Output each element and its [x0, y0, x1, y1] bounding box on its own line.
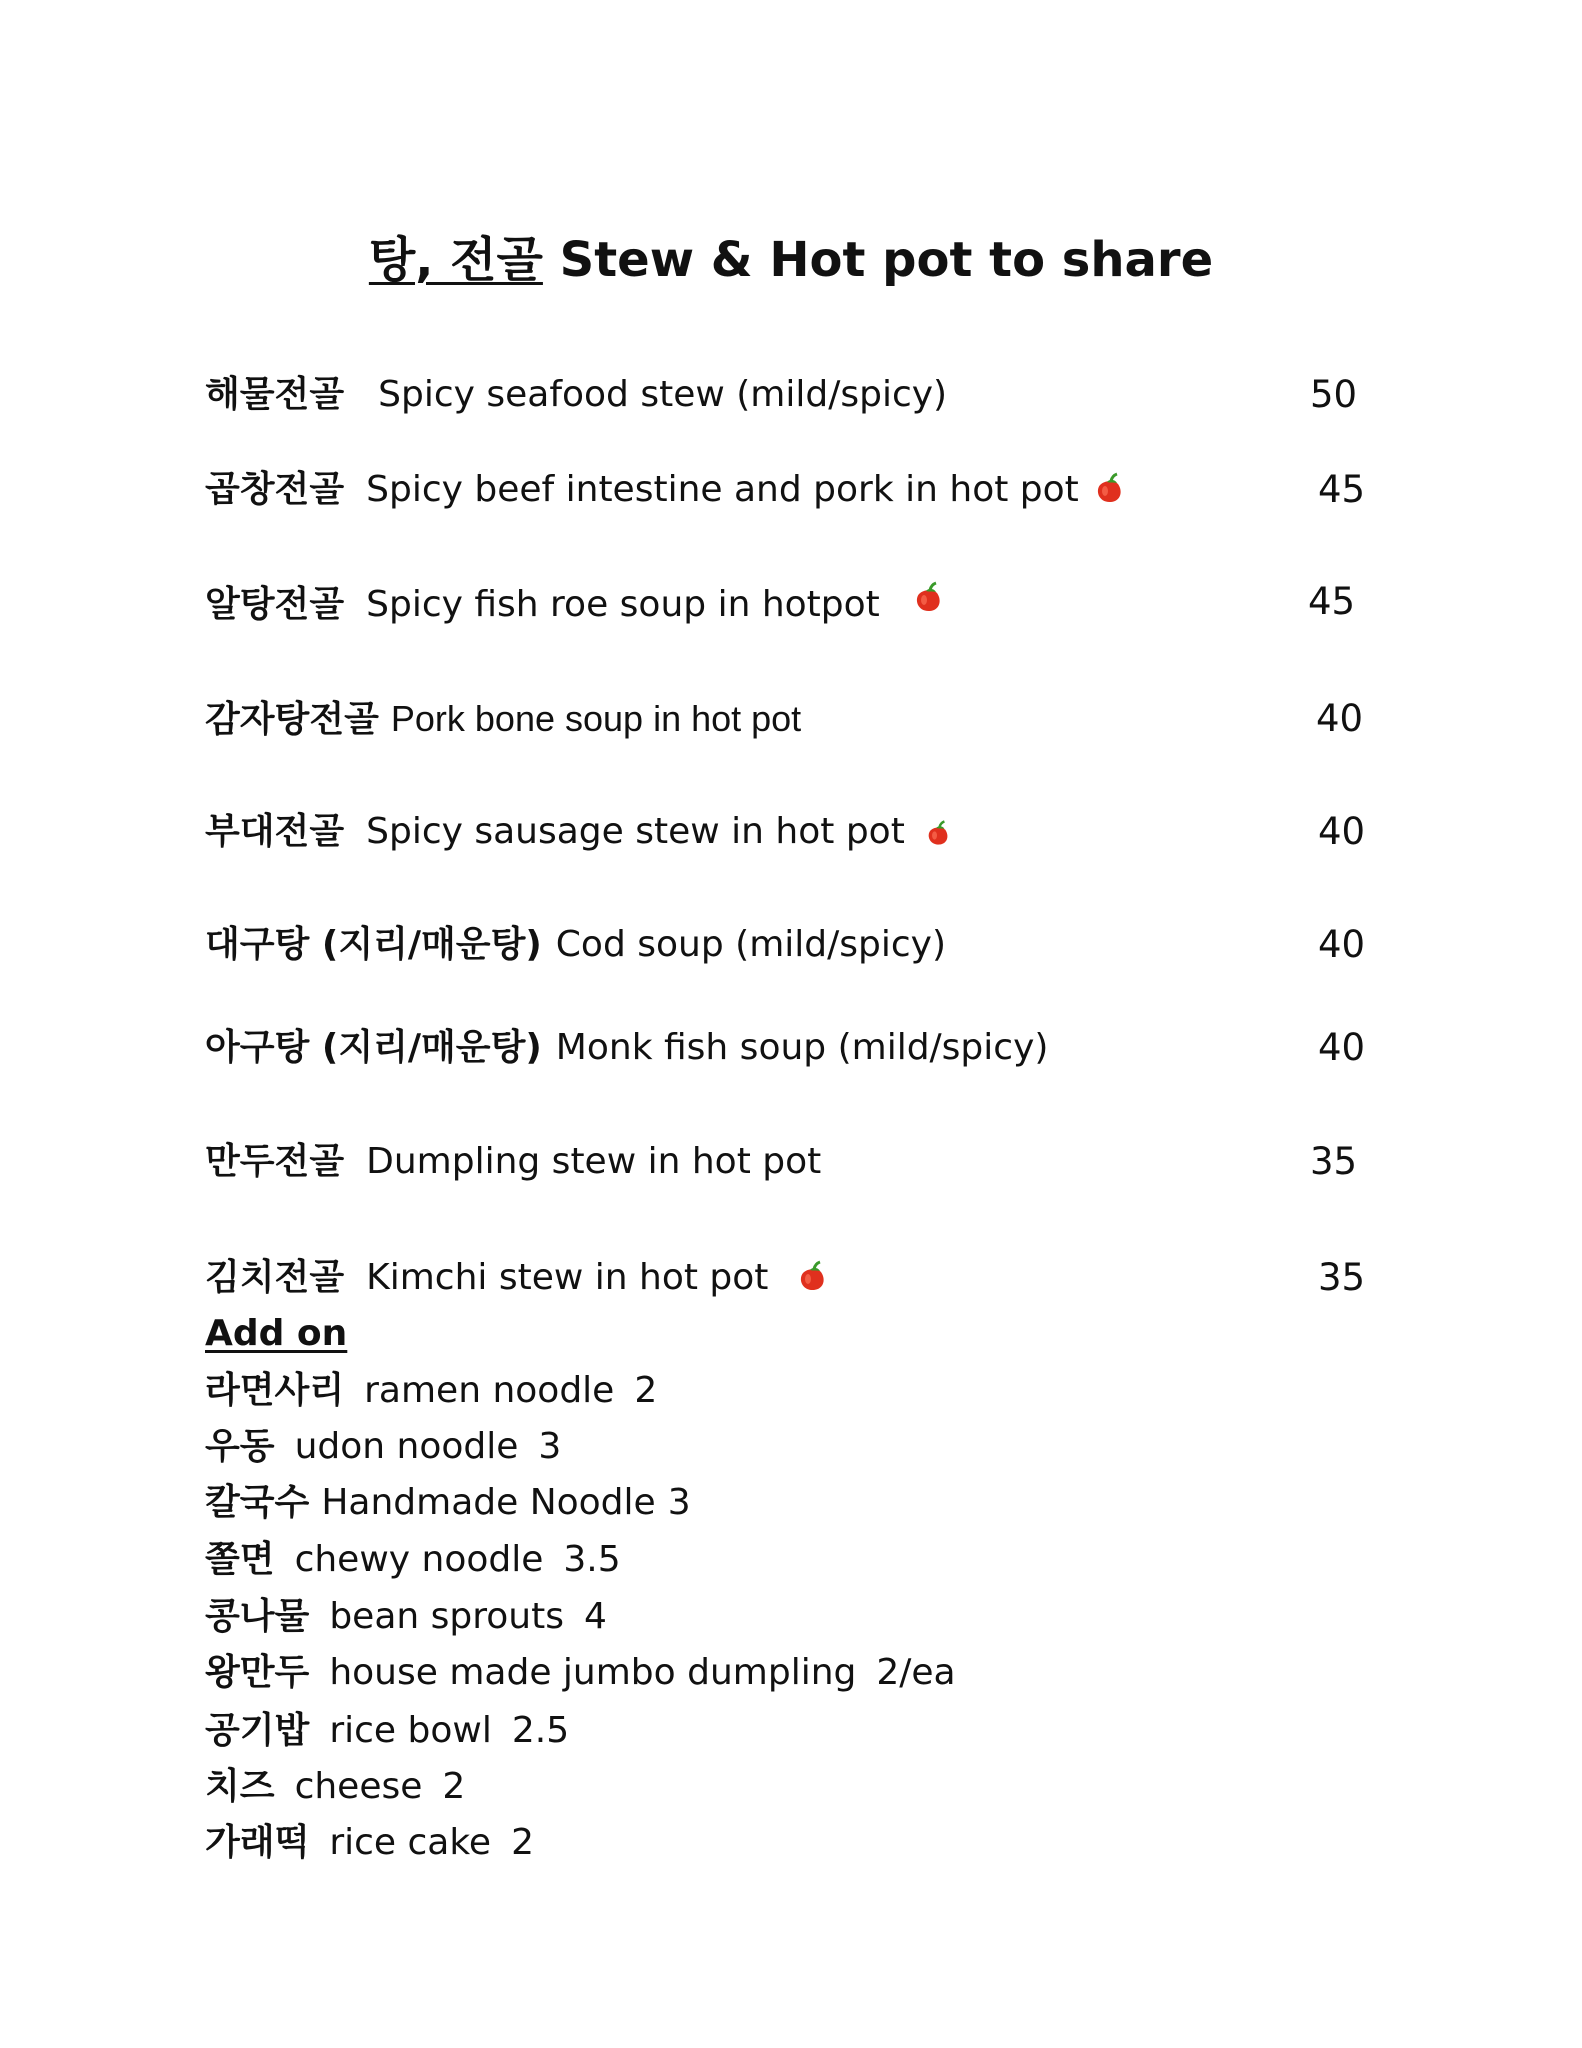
menu-item-english: Dumpling stew in hot pot	[366, 1141, 822, 1182]
page-title-english: Stew & Hot pot to share	[559, 232, 1214, 288]
menu-item	[205, 1140, 821, 1184]
addon-item-english: rice bowl	[329, 1710, 492, 1751]
menu-item-korean: 아구탕 (지리/매운탕)	[205, 1027, 542, 1068]
menu-item-english: Cod soup (mild/spicy)	[555, 924, 946, 965]
menu-item-price: 40	[1318, 1026, 1366, 1069]
menu-item	[205, 468, 1125, 512]
menu-item-english: Kimchi stew in hot pot	[366, 1257, 769, 1298]
addon-item	[205, 1595, 607, 1639]
menu-item	[205, 1256, 828, 1300]
chili-pepper-icon	[923, 819, 951, 847]
menu-item-korean: 부대전골	[205, 811, 345, 852]
addon-item	[205, 1709, 569, 1753]
addon-item-english: ramen noodle	[364, 1370, 615, 1411]
addon-item	[205, 1425, 561, 1469]
menu-item-english: Monk fish soup (mild/spicy)	[555, 1027, 1049, 1068]
menu-item-price: 35	[1310, 1140, 1358, 1183]
page-title	[0, 232, 1582, 288]
menu-item-english: Spicy beef intestine and pork in hot pot	[366, 469, 1079, 510]
addon-item	[205, 1481, 691, 1525]
addon-item	[205, 1765, 465, 1809]
addon-item-price: 2	[511, 1822, 534, 1863]
addon-item-price: 2	[442, 1766, 466, 1807]
addon-item-english: Handmade Noodle	[321, 1482, 656, 1523]
menu-item-price: 45	[1318, 468, 1366, 511]
addon-item-korean: 왕만두	[205, 1652, 310, 1693]
addon-item-english: udon noodle	[294, 1426, 519, 1467]
addon-item-price: 3	[538, 1426, 562, 1467]
addon-item-korean: 가래떡	[205, 1822, 310, 1863]
addon-item-price: 3	[667, 1482, 691, 1523]
menu-item	[205, 580, 944, 627]
addon-item-price: 2/ea	[876, 1652, 956, 1693]
menu-item-price: 45	[1308, 580, 1356, 623]
chili-pepper-icon	[1091, 471, 1125, 505]
addon-item	[205, 1538, 621, 1582]
addon-item-korean: 공기밥	[205, 1710, 310, 1751]
chili-pepper-icon	[794, 1259, 828, 1293]
addon-item-english: chewy noodle	[294, 1539, 544, 1580]
addon-item-price: 2	[634, 1370, 658, 1411]
menu-item	[205, 373, 947, 417]
menu-item-price: 40	[1316, 697, 1364, 740]
addon-item-korean: 치즈	[205, 1766, 275, 1807]
menu-item-korean: 감자탕전골	[205, 699, 379, 740]
menu-item-price: 35	[1318, 1256, 1366, 1299]
page-title-korean: 탕, 전골	[368, 232, 543, 288]
addon-item-english: bean sprouts	[329, 1596, 564, 1637]
menu-item	[205, 810, 951, 854]
menu-item-english: Spicy sausage stew in hot pot	[366, 811, 905, 852]
menu-item-korean: 대구탕 (지리/매운탕)	[205, 924, 542, 965]
addon-item-price: 2.5	[511, 1710, 570, 1751]
addon-item-english: rice cake	[329, 1822, 492, 1863]
addon-item-korean: 쫄면	[205, 1539, 275, 1580]
menu-item-korean: 해물전골	[205, 374, 345, 415]
menu-item-english: Spicy fish roe soup in hotpot	[366, 584, 880, 625]
menu-item	[205, 1026, 1048, 1070]
menu-item-price: 50	[1310, 373, 1358, 416]
menu-item-korean: 알탕전골	[205, 584, 345, 625]
menu-item-price: 40	[1318, 923, 1366, 966]
menu-item-english: Pork bone soup in hot pot	[390, 698, 802, 739]
chili-pepper-icon	[910, 580, 944, 614]
addon-item-korean: 라면사리	[205, 1370, 345, 1411]
addon-item-korean: 콩나물	[205, 1596, 310, 1637]
addon-item-korean: 칼국수	[205, 1482, 310, 1523]
addon-item	[205, 1651, 956, 1695]
addon-item	[205, 1369, 657, 1413]
menu-item-price: 40	[1318, 810, 1366, 853]
addon-item-english: house made jumbo dumpling	[329, 1652, 857, 1693]
addon-item-korean: 우동	[205, 1426, 275, 1467]
addon-item-price: 3.5	[563, 1539, 621, 1580]
addon-item-english: cheese	[294, 1766, 423, 1807]
addon-item-price: 4	[583, 1596, 607, 1637]
menu-item-english: Spicy seafood stew (mild/spicy)	[378, 374, 948, 415]
menu-item	[205, 697, 801, 742]
menu-item-korean: 곱창전골	[205, 469, 345, 510]
addon-heading: Add on	[205, 1313, 348, 1354]
menu-item-korean: 만두전골	[205, 1141, 345, 1182]
menu-item	[205, 923, 946, 967]
addon-item	[205, 1821, 534, 1865]
menu-item-korean: 김치전골	[205, 1257, 345, 1298]
